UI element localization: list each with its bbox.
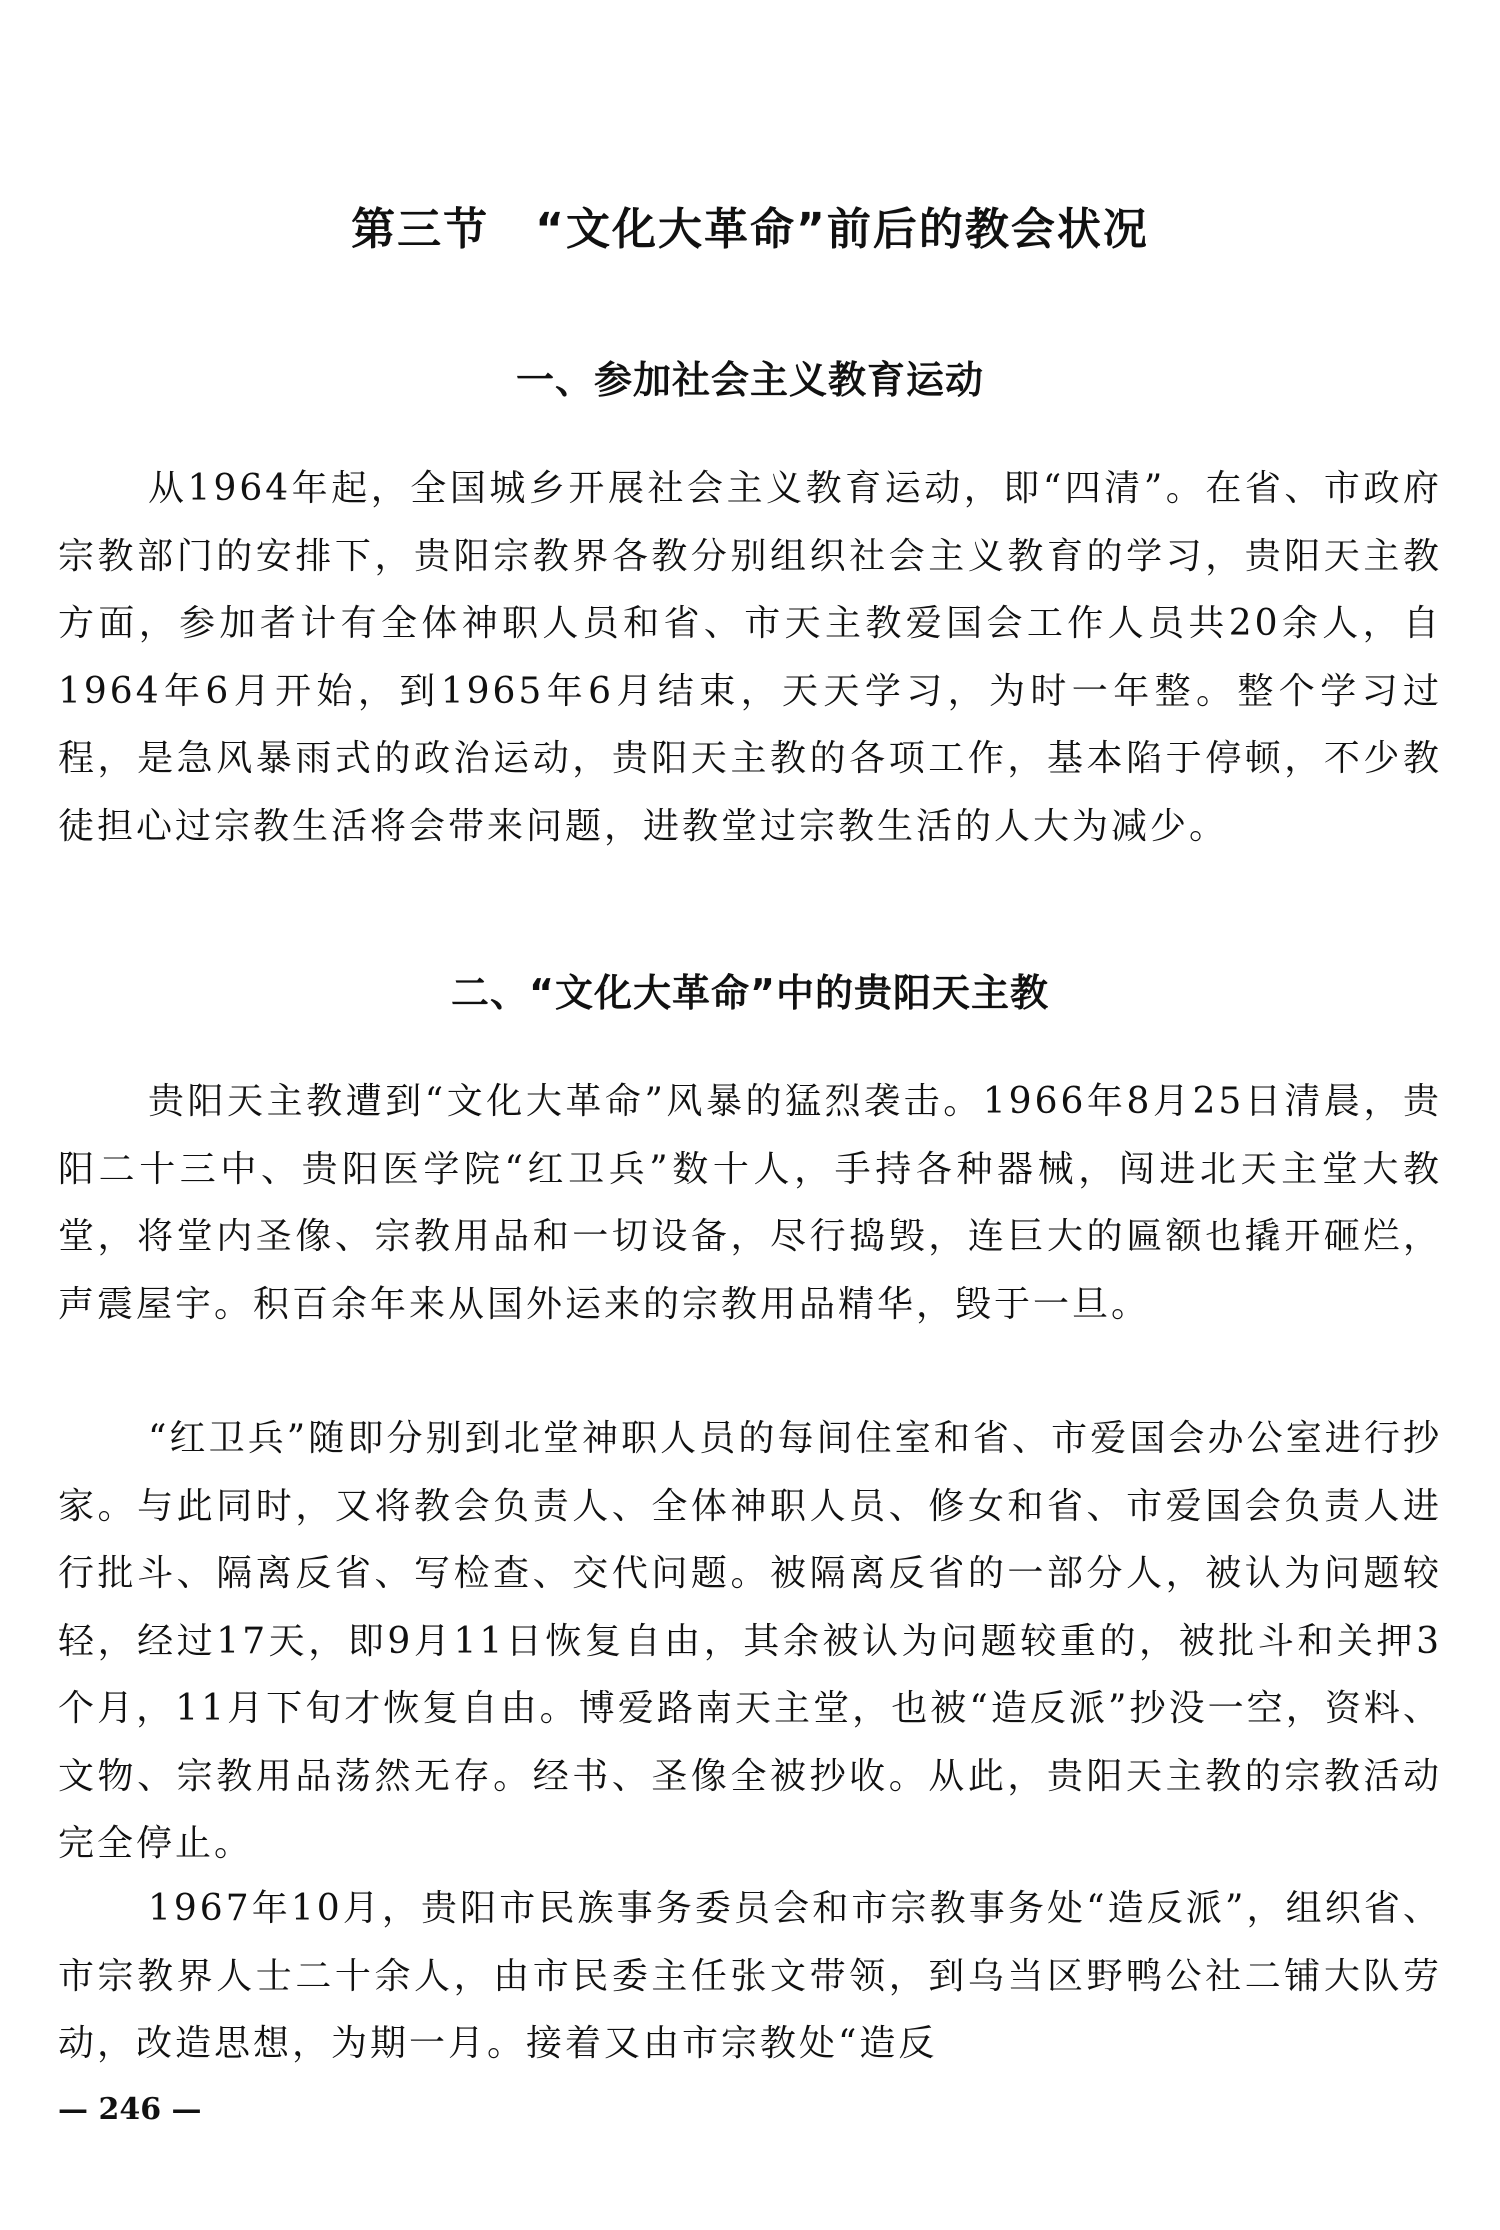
page-number: — 246 — [58,2092,202,2127]
paragraph-1: 从1964年起，全国城乡开展社会主义教育运动，即“四清”。在省、市政府宗教部门的安排下，贵阳宗教界各教分别组织社会主义教育的学习，贵阳天主教方面，参加者计有全体神职人员和省、市天主教爱国会工作人员共20余人，自1964年6月开始，到1965年6月结束，天天学习，为时一年整。整个学习过程，是急风暴雨式的政治运动，贵阳天主教的各项工作，基本陷于停顿，不少教徒担心过宗教生活将会带来问题，进教堂过宗教生活的人大为减少。 [58,468,1442,847]
section-title: 第三节 “文化大革命”前后的教会状况 [351,204,1149,255]
subsection-heading-1: 一、参加社会主义教育运动 [515,358,984,402]
paragraph-4: 1967年10月，贵阳市民族事务委员会和市宗教事务处“造反派”，组织省、市宗教界人士二十余人，由市民委主任张文带领，到乌当区野鸭公社二铺大队劳动，改造思想，为期一月。接着又由市宗教处“造反 [58,1888,1442,2064]
paragraph-3: “红卫兵”随即分别到北堂神职人员的每间住室和省、市爱国会办公室进行抄家。与此同时，又将教会负责人、全体神职人员、修女和省、市爱国会负责人进行批斗、隔离反省、写检查、交代问题。被隔离反省的一部分人，被认为问题较轻，经过17天，即9月11日恢复自由，其余被认为问题较重的，被批斗和关押3个月，11月下旬才恢复自由。博爱路南天主堂，也被“造反派”抄没一空，资料、文物、宗教用品荡然无存。经书、圣像全被抄收。从此，贵阳天主教的宗教活动完全停止。 [58,1418,1442,1864]
subsection-heading-2: 二、“文化大革命”中的贵阳天主教 [451,971,1049,1015]
paragraph-2: 贵阳天主教遭到“文化大革命”风暴的猛烈袭击。1966年8月25日清晨，贵阳二十三中、贵阳医学院“红卫兵”数十人，手持各种器械，闯进北天主堂大教堂，将堂内圣像、宗教用品和一切设备，尽行捣毁，连巨大的匾额也撬开砸烂，声震屋宇。积百余年来从国外运来的宗教用品精华，毁于一旦。 [58,1081,1442,1325]
